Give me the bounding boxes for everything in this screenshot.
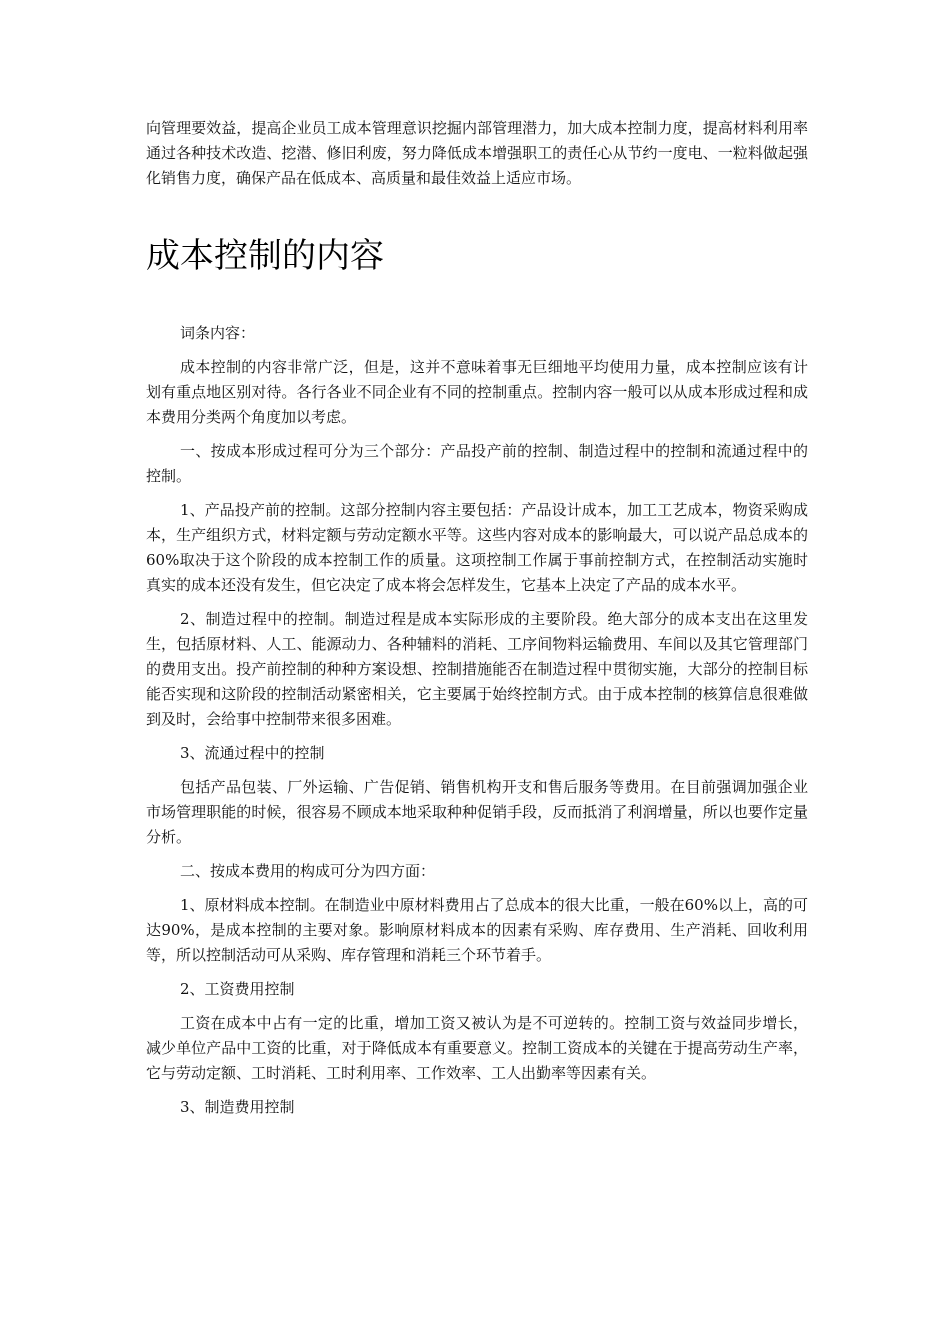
paragraph-circulation-title: 3、流通过程中的控制 [180,744,325,762]
paragraph-manufacturing-expense-title: 3、制造费用控制 [180,1098,295,1116]
intro-paragraph: 向管理要效益，提高企业员工成本管理意识挖掘内部管理潜力，加大成本控制力度，提高材料利用率通过各种技术改造、挖潜、修旧利废，努力降低成本增强职工的责任心从节约一度电、一粒料做起强化销售力度，确保产品在低成本、高质量和最佳效益上适应市场。 [146,119,808,187]
paragraph-overview: 成本控制的内容非常广泛，但是，这并不意味着事无巨细地平均使用力量，成本控制应该有计划有重点地区别对待。各行各业不同企业有不同的控制重点。控制内容一般可以从成本形成过程和成本费用分类两个角度加以考虑。 [146,358,808,426]
paragraph-raw-material: 1、原材料成本控制。在制造业中原材料费用占了总成本的很大比重，一般在60%以上，高的可达90%，是成本控制的主要对象。影响原材料成本的因素有采购、库存费用、生产消耗、回收利用等，所以控制活动可从采购、库存管理和消耗三个环节着手。 [146,896,808,964]
paragraph-by-formation-process: 一、按成本形成过程可分为三个部分：产品投产前的控制、制造过程中的控制和流通过程中的控制。 [146,442,808,485]
paragraph-by-cost-composition: 二、按成本费用的构成可分为四方面： [180,862,436,880]
paragraph-circulation: 包括产品包装、厂外运输、广告促销、销售机构开支和售后服务等费用。在目前强调加强企业市场管理职能的时候，很容易不顾成本地采取种种促销手段，反而抵消了利润增量，所以也要作定量分析。 [146,778,808,846]
paragraph-wage-title: 2、工资费用控制 [180,980,295,998]
document-page [146,116,808,1120]
paragraph-wage: 工资在成本中占有一定的比重，增加工资又被认为是不可逆转的。控制工资与效益同步增长，减少单位产品中工资的比重，对于降低成本有重要意义。控制工资成本的关键在于提高劳动生产率，它与劳动定额、工时消耗、工时利用率、工作效率、工人出勤率等因素有关。 [146,1014,808,1082]
paragraph-manufacturing: 2、制造过程中的控制。制造过程是成本实际形成的主要阶段。绝大部分的成本支出在这里发生，包括原材料、人工、能源动力、各种辅料的消耗、工序间物料运输费用、车间以及其它管理部门的费用支出。投产前控制的种种方案设想、控制措施能否在制造过程中贯彻实施，大部分的控制目标能否实现和这阶段的控制活动紧密相关，它主要属于始终控制方式。由于成本控制的核算信息很难做到及时，会给事中控制带来很多困难。 [146,610,808,728]
paragraph-entry-label: 词条内容： [180,324,256,342]
paragraph-pre-production: 1、产品投产前的控制。这部分控制内容主要包括：产品设计成本，加工工艺成本，物资采购成本，生产组织方式，材料定额与劳动定额水平等。这些内容对成本的影响最大，可以说产品总成本的60%取决于这个阶段的成本控制工作的质量。这项控制工作属于事前控制方式，在控制活动实施时真实的成本还没有发生，但它决定了成本将会怎样发生，它基本上决定了产品的成本水平。 [146,501,808,594]
section-heading: 成本控制的内容 [146,236,384,276]
